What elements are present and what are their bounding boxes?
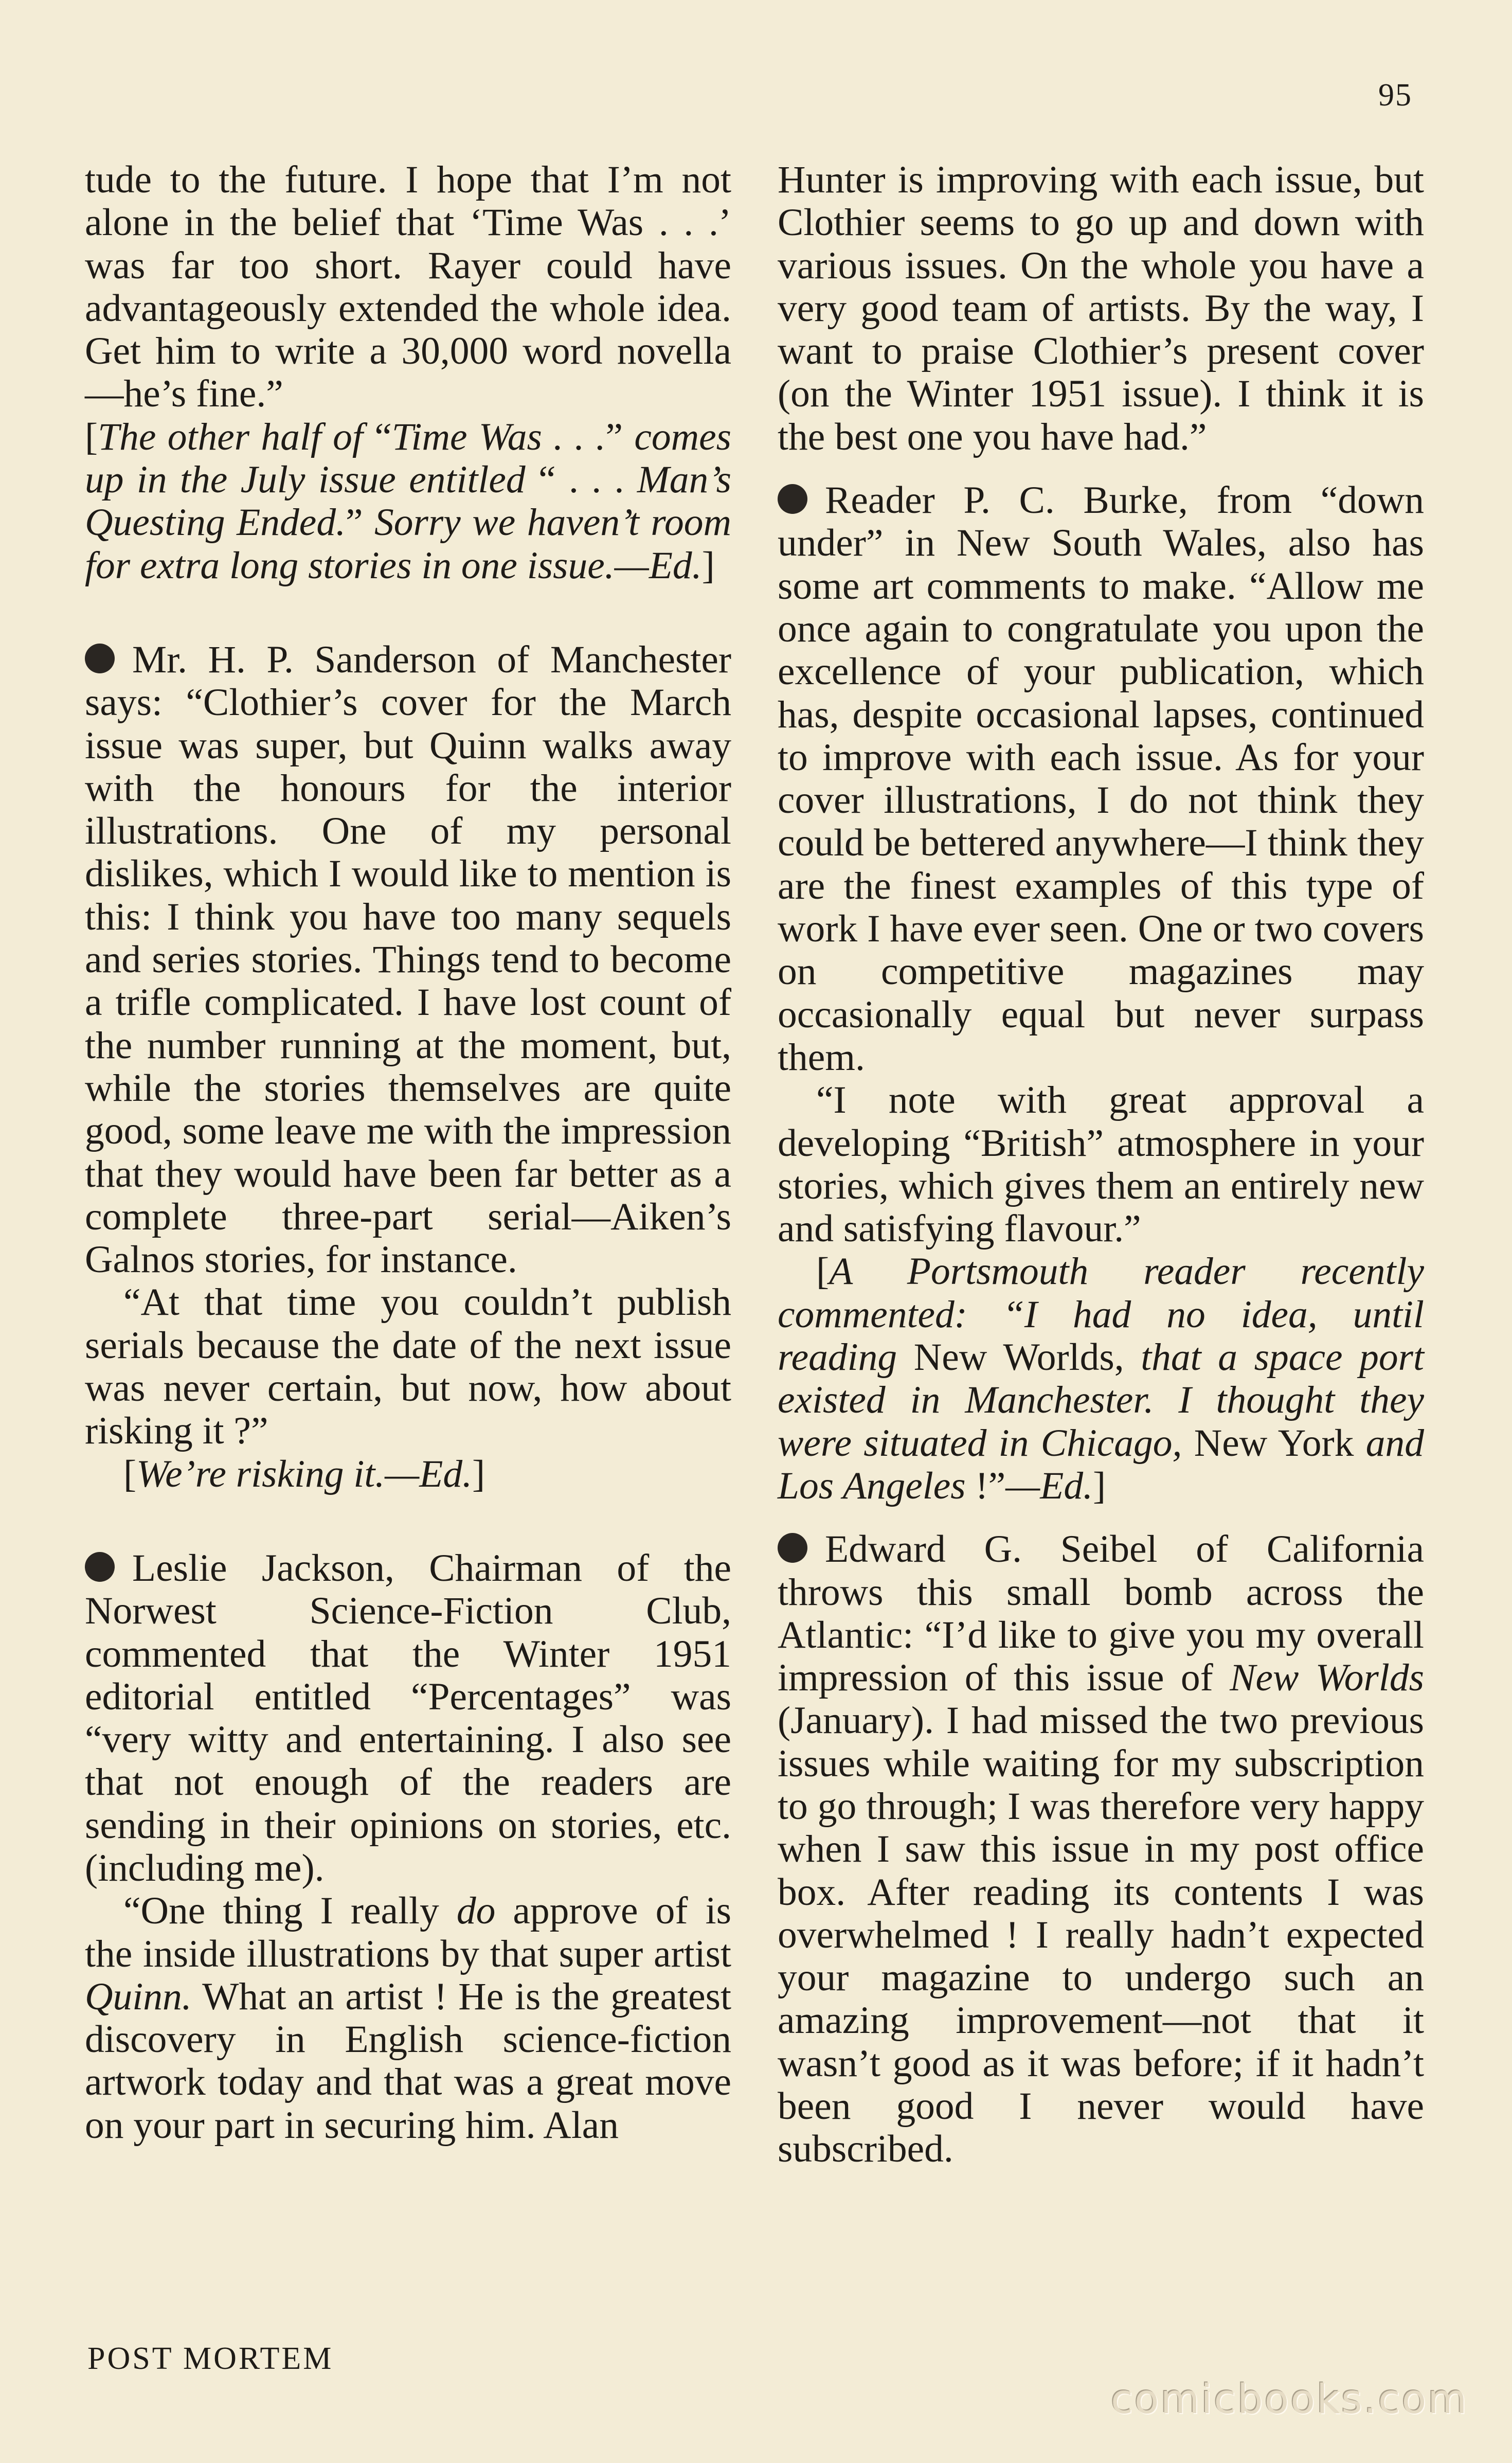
- note-text: New Worlds,: [897, 1336, 1141, 1379]
- letter-sanderson: [85, 638, 731, 1281]
- note-text: The other half of: [98, 415, 375, 458]
- letter-text: approve of is the inside illustrations by that super artist: [85, 1889, 731, 1975]
- running-footer: POST MORTEM: [87, 2341, 334, 2376]
- note-text: A Portsmouth reader recently commented: “I had no idea, until reading: [778, 1250, 1424, 1379]
- letter-seibel: [778, 1528, 1424, 2170]
- bullet-icon: [778, 484, 807, 514]
- note-title: Man’s Questing Ended.: [85, 458, 731, 544]
- note-text: New York: [1182, 1421, 1366, 1465]
- letter-sanderson-continued: “At that time you couldn’t publish serials because the date of the next issue was never certain, but now, how about risking it ?”: [85, 1281, 731, 1453]
- note-text: !”: [965, 1464, 1006, 1507]
- note-text: comes up in the July issue entitled: [85, 415, 731, 502]
- note-text: ”: [605, 415, 635, 458]
- letter-text: (January). I had missed the two previous issues while waiting for my subscription to go through; I was therefore very happy when I saw this issue in my post office box. After reading its contents I was overwhelmed ! I really hadn’t expected your magazine to undergo such an amazing improvement—not that it wasn’t good as it was before; if it hadn’t been good I never would have subscribed.: [778, 1699, 1424, 2171]
- section-gap: [85, 1495, 731, 1547]
- note-text: “: [374, 415, 392, 458]
- letter-jackson-continued: [85, 1889, 731, 2147]
- bullet-icon: [85, 1552, 115, 1582]
- letter-text: Leslie Jackson, Chairman of the Norwest Science-Fiction Club, commented that the Winter 1951 editorial entitled “Percentages” was “very witty and entertaining. I also see that not enough of the readers are sending in their opinions on stories, etc. (including me).: [85, 1546, 731, 1889]
- letter-text: What an artist ! He is the greatest discovery in English science-fiction artwork today and that was a great move on your part in securing him. Alan: [85, 1975, 731, 2147]
- section-gap: [778, 1507, 1424, 1528]
- letter-text: Mr. H. P. Sanderson of Manchester says: “Clothier’s cover for the March issue was super, but Quinn walks away with the honours for the interior illustrations. One of my personal dislikes, which I would like to mention is this: I think you have too many sequels and series stories. Things tend to become a trifle complicated. I have lost count of the number running at the moment, but, while the stories themselves are quite good, some leave me with the impression that they would have been far better as a complete three-part serial—Aiken’s Galnos stories, for instance.: [85, 638, 731, 1281]
- letter-burke-continued: “I note with great approval a developing “British” atmosphere in your stories, which gives them an entirely new and satisfying flavour.”: [778, 1079, 1424, 1251]
- bracket-close: ]: [1093, 1464, 1106, 1507]
- editor-note-time-was: [85, 416, 731, 587]
- letter-jackson-end: Hunter is improving with each issue, but Clothier seems to go up and down with various issues. On the whole you have a very good team of artists. By the way, I want to praise Clothier’s present cover (on the Winter 1951 issue). I think it is the best one you have had.”: [778, 158, 1424, 458]
- left-column: [85, 158, 731, 2147]
- note-text: We’re risking it.—Ed.: [136, 1452, 473, 1495]
- editor-note-portsmouth: [778, 1250, 1424, 1507]
- section-gap: [85, 587, 731, 638]
- artist-name: Quinn.: [85, 1975, 192, 2018]
- letter-continuation-paragraph: tude to the future. I hope that I’m not alone in the belief that ‘Time Was . . .’ was far too short. Rayer could have advantageously extended the whole idea. Get him to write a 30,000 word novella—he’s fine.”: [85, 158, 731, 416]
- letter-burke: [778, 479, 1424, 1079]
- editor-note-risking: [85, 1453, 731, 1495]
- magazine-title: New Worlds: [1230, 1656, 1424, 1700]
- bracket-close: ]: [701, 544, 715, 587]
- letter-text: Reader P. C. Burke, from “down under” in New South Wales, also has some art comments to make. “Allow me once again to congratulate you upon the excellence of your publication, which has, despite occasional lapses, continued to improve with each issue. As for your cover illustrations, I do not think they could be bettered anywhere—I think they are the finest examples of this type of work I have ever seen. One or two covers on competitive magazines may occasionally equal but never surpass them.: [778, 479, 1424, 1079]
- note-text: “ . . .: [525, 458, 637, 502]
- watermark: comicbooks.com: [1111, 2377, 1469, 2423]
- note-text: —Ed.: [1005, 1464, 1093, 1507]
- right-column: [778, 158, 1424, 2171]
- section-gap: [778, 458, 1424, 479]
- bullet-icon: [85, 644, 115, 673]
- bullet-icon: [778, 1533, 807, 1563]
- emphasis: do: [456, 1889, 496, 1933]
- note-text: Sorry we haven’t room for extra long stories in one issue.—Ed.: [85, 501, 731, 587]
- bracket-open: [: [123, 1452, 137, 1495]
- letter-text: Edward G. Seibel of California throws this small bomb across the Atlantic: “I’d like to give you my overall impression of this issue of: [778, 1528, 1424, 1700]
- note-text: that a space port existed in Manchester. I thought they were situated in Chicago,: [778, 1336, 1424, 1465]
- bracket-close: ]: [472, 1452, 485, 1495]
- bracket-open: [: [85, 415, 98, 458]
- letter-jackson: [85, 1547, 731, 1889]
- bracket-open: [: [816, 1250, 830, 1293]
- letter-text: “One thing I really: [123, 1889, 457, 1933]
- note-text: ”: [345, 501, 375, 544]
- page-number: 95: [1378, 78, 1412, 113]
- note-title: Time Was . . .: [391, 415, 606, 458]
- note-text: and Los Angeles: [778, 1421, 1424, 1507]
